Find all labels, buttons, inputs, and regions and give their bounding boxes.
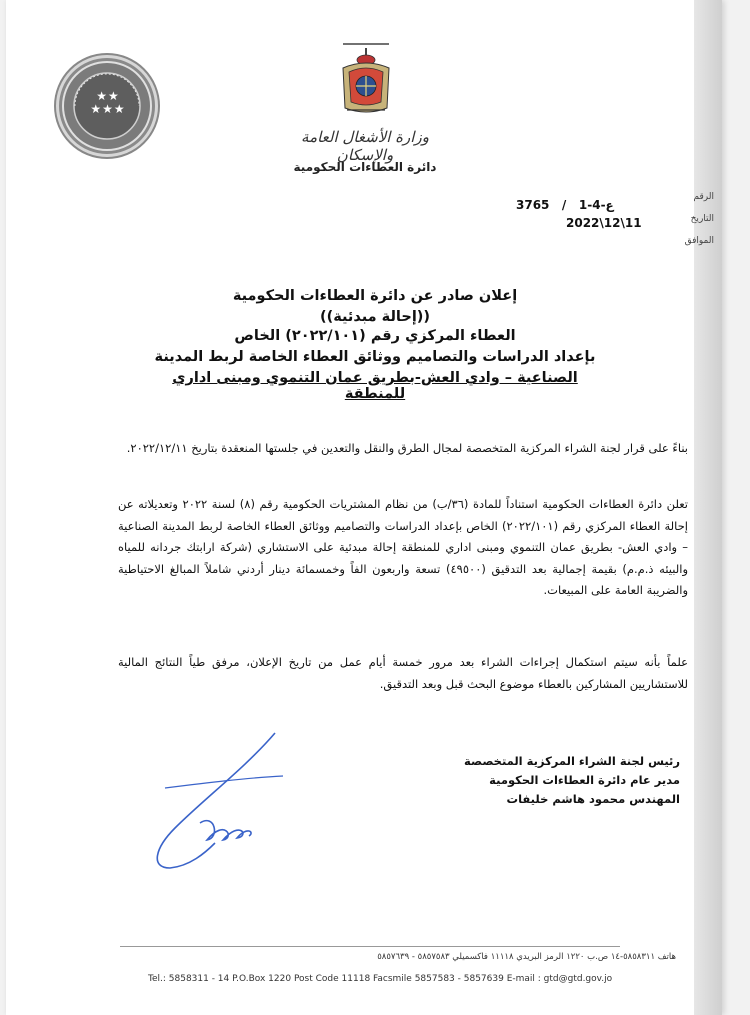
- number-label: الرقم: [693, 192, 714, 202]
- corresponding-label: الموافق: [684, 236, 714, 246]
- announcement-title: إعلان صادر عن دائرة العطاءات الحكومية: [232, 288, 518, 304]
- page-edge: [694, 0, 722, 1015]
- signatory-title-2: مدير عام دائرة العطاءات الحكومية: [489, 773, 680, 787]
- announcement-subtitle: ((إحالة مبدئية)): [319, 309, 431, 325]
- tender-title-line-3: الصناعية – وادي العش-بطريق عمان التنموي ومبنى اداري للمنطقة: [172, 370, 578, 402]
- reference-labels: [664, 186, 714, 252]
- reference-number: 3765 / ع-4-1: [516, 198, 614, 212]
- tender-title-line-2: بإعداد الدراسات والتصاميم ووثائق العطاء الخاصة لربط المدينة: [154, 349, 596, 365]
- body-paragraph-3: علماً بأنه سيتم استكمال إجراءات الشراء بعد مرور خمسة أيام عمل من تاريخ الإعلان، مرفق طياً النتائج المالية للاستشاريين المشاركين بالعطاء موضوع البحث قبل وبعد التدقيق.: [118, 655, 688, 691]
- signatory-name: المهندس محمود هاشم خليفات: [506, 792, 680, 806]
- jordan-coat-of-arms-icon: [337, 38, 395, 118]
- star-cluster-icon: ★★ ★★★: [90, 89, 126, 116]
- ministry-name: وزارة الأشغال العامة والإسكان: [301, 128, 429, 164]
- footer-contact-arabic: هاتف ٥٨٥٨٣١١-١٤ ص.ب ١٢٢٠ الرمز البريدي ١١١١٨ فاكسميلي ٥٨٥٧٥٨٣ - ٥٨٥٧٦٣٩: [377, 952, 676, 962]
- signatory-title-1: رئيس لجنة الشراء المركزية المتخصصة: [464, 754, 680, 768]
- body-paragraph-1: بناءً على قرار لجنة الشراء المركزية المتخصصة لمجال الطرق والنقل والتعدين في جلستها المنعقدة بتاريخ ٢٠٢٢/١٢/١١.: [126, 441, 688, 455]
- department-name: دائرة العطاءات الحكومية: [293, 160, 437, 174]
- seal-of-excellence-logo: [56, 55, 158, 157]
- tender-title-line-1: العطاء المركزي رقم (٢٠٢٢/١٠١) الخاص: [234, 328, 516, 344]
- reference-date: 2022\12\11: [566, 216, 642, 230]
- footer-divider: [120, 946, 620, 947]
- handwritten-signature-icon: [145, 728, 285, 878]
- footer-contact-english: Tel.: 5858311 - 14 P.O.Box 1220 Post Code 11118 Facsmile 5857583 - 5857639 E-mail : gtd@gtd.gov.jo: [148, 974, 613, 984]
- body-paragraph-2: تعلن دائرة العطاءات الحكومية استناداً للمادة (٣٦/ب) من نظام المشتريات الحكومية رقم (٨) لسنة ٢٠٢٢ وتعديلاته عن إحالة العطاء المركزي رقم (٢٠٢٢/١٠١) الخاص بإعداد الدراسات والتصاميم ووثائق العطاء الخاصة لربط المدينة الصناعية – وادي العش- بطريق عمان التنموي ومبنى اداري للمنطقة إحالة مبدئية على الاستشاري (شركة ارابتك جردانه للمياه والبيئه ذ.م.م) بقيمة إجمالية بعد التدقيق (٤٩٥٠٠) تسعة واربعون الفاً وخمسمائة دينار أردني شاملاً المبالغ الاحتياطية والضريبة العامة على المبيعات.: [118, 497, 689, 597]
- date-label: التاريخ: [690, 214, 714, 224]
